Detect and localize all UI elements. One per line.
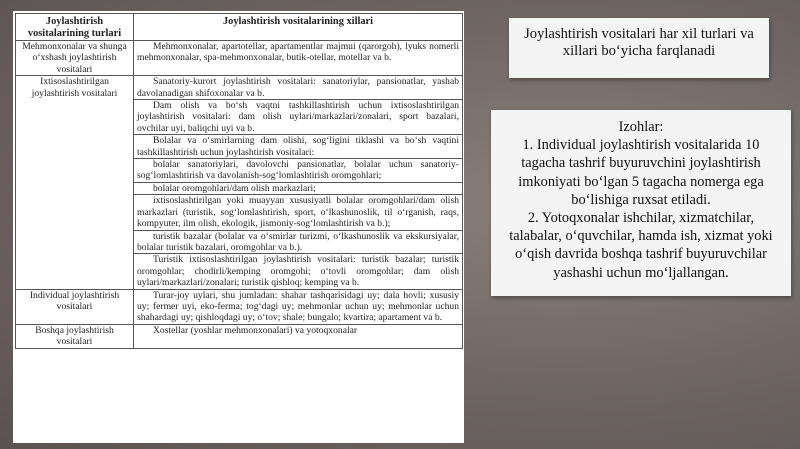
table-row [16, 76, 463, 100]
table-row [16, 289, 463, 324]
row-description: bolalar oromgohlari/dam olish markazlari; [134, 182, 463, 194]
row-description: Turistik ixtisoslashtirilgan joylashtirish vositalari: turistik bazalar; turistik oromgohlar; chodirli/kemping oromgohi; o‘tovli oromgohlar; dam olish uylari/markazlari/zonalari; turistik qishloq; kemping va b. [134, 254, 463, 289]
accommodation-types-table [15, 13, 463, 349]
row-description: bolalar sanatoriylari, davolovchi pansionatlar, bolalar uchun sanatoriy-sog‘lomlashtirish va davolanish-sog‘lomlashtirish oromgohlari; [134, 159, 463, 183]
notes-item-1: 1. Individual joylashtirish vositalarida 10 tagacha tashrif buyuruvchini joylashtirish imkoniyati bo‘lgan 5 tagacha nomerga ega bo‘lishiga ruxsat etiladi. [518, 137, 764, 208]
classification-table-panel [13, 11, 464, 443]
table-row [16, 41, 463, 76]
row-description: turistik bazalar (bolalar va o‘smirlar turizmi, o‘lkashunoslik va ekskursiyalar, bolalar turistik bazalari, oromgohlar va b.). [134, 230, 463, 254]
title-note-box [509, 18, 769, 78]
title-note-text: Joylashtirish vositalari har xil turlari va xillari bo‘yicha farqlanadi [524, 26, 754, 59]
row-description: Xostellar (yoshlar mehmonxonalari) va yotoqxonalar [134, 324, 463, 348]
header-types: Joylashtirish vositalarining turlari [16, 14, 134, 41]
notes-item-2: 2. Yotoqxonalar ishchilar, xizmatchilar, talabalar, o‘quvchilar, hamda ish, xizmat yoki o‘qish davrida boshqa tashrif buyuruvchilar yashashi uchun mo‘ljallangan. [509, 210, 773, 281]
row-category: Mehmonxonalar va shunga o‘xshash joylashtirish vositalari [16, 41, 134, 76]
row-description: Mehmonxonalar, apartotellar, apartamentlar majmui (qarorgoh), lyuks nomerli mehmonxonalar, spa-mehmonxonalar, butik-otellar, motellar va b. [134, 41, 463, 76]
table-header-row [16, 14, 463, 41]
row-description: Turar-joy uylari, shu jumladan: shahar tashqarisidagi uy; dala hovli; xususiy uy; fermer uyi, eko-ferma; tog‘dagi uy; mehmonlar uchun uy; mehmonlar uchun shahardagi uy; qishloqdagi uy; o‘tov; shale; bungalo; kvartira; apartament va b. [134, 289, 463, 324]
row-category: Boshqa joylashtirish vositalari [16, 324, 134, 348]
row-category: Ixtisoslashtirilgan joylashtirish vositalari [16, 76, 134, 289]
row-description: Bolalar va o‘smirlarning dam olishi, sog‘ligini tiklashi va bo‘sh vaqtini tashkillashtirish uchun joylashtirish vositalari: [134, 135, 463, 159]
notes-box [491, 110, 791, 296]
header-kinds: Joylashtirish vositalarining xillari [134, 14, 463, 41]
row-category: Individual joylashtirish vositalari [16, 289, 134, 324]
table-row [16, 324, 463, 348]
row-description: ixtisoslashtirilgan yoki muayyan xususiyatli bolalar oromgohlari/dam olish markazlari (turistik, sog‘lomlashtirish, sport, o‘lkashunoslik, til o‘rganish, raqs, kompyuter, ilm olish, ekologik, jismoniy-sog‘lomlashtirish va b.); [134, 195, 463, 230]
row-description: Sanatoriy-kurort joylashtirish vositalari: sanatoriylar, pansionatlar, yashab davolanadigan shifoxonalar va b. [134, 76, 463, 100]
notes-heading: Izohlar: [618, 119, 664, 135]
row-description: Dam olish va bo‘sh vaqtni tashkillashtirish uchun ixtisoslashtirilgan joylashtirish vositalari: dam olish uylari/markazlari/zonalari, sport bazalari, ovchilar uyi, baliqchi uyi va b. [134, 100, 463, 135]
